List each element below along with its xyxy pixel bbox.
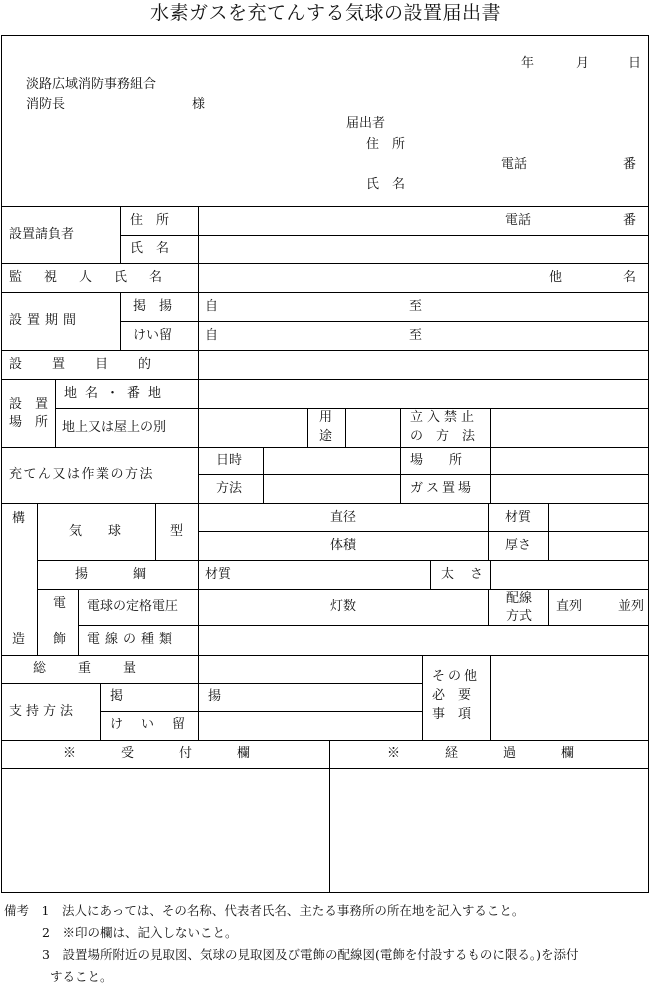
rule xyxy=(490,655,491,740)
series-label: 直列 xyxy=(556,599,583,614)
rule xyxy=(198,531,649,532)
balloon-material-label: 材質 xyxy=(505,510,532,525)
rule xyxy=(78,589,79,655)
place-name-label: 地名・番地 xyxy=(64,386,170,401)
form-title: 水素ガスを充てんする気球の設置届出書 xyxy=(149,2,501,24)
note-3: 3 設置場所附近の見取図、気球の見取図及び電飾の配線図(電飾を付設するものに限る。)を添付 xyxy=(42,946,579,962)
note-1: 備考 1 法人にあっては、その名称、代表者氏名、主たる事務所の所在地を記入すること。 xyxy=(4,903,525,918)
form-frame xyxy=(1,35,649,893)
rule xyxy=(198,206,199,449)
wiring-label-line1: 配線 xyxy=(506,591,533,606)
installer-address-label: 住 所 xyxy=(130,213,170,228)
installer-name-label: 氏 名 xyxy=(130,241,170,256)
method-label: 方法 xyxy=(216,481,243,496)
total-weight-label: 総重量 xyxy=(33,661,169,676)
support-raise-label: 掲 揚 xyxy=(110,689,258,704)
rule xyxy=(1,292,649,293)
rule xyxy=(422,655,423,740)
rule xyxy=(120,321,649,322)
rule xyxy=(100,711,422,712)
location-label-line1: 設 置 xyxy=(9,397,49,412)
rule xyxy=(488,625,649,626)
structure-label-top: 構 xyxy=(12,511,26,526)
installer-label: 設置請負者 xyxy=(9,227,75,242)
note-3-continuation: すること。 xyxy=(50,968,113,984)
use-label-line1: 用 xyxy=(319,410,333,425)
entry-ban-label-line1: 立入禁止 xyxy=(410,410,479,425)
rule xyxy=(120,292,121,350)
rule xyxy=(490,408,491,447)
diameter-label: 直径 xyxy=(330,510,357,525)
period-raise-to: 至 xyxy=(409,299,423,314)
monitor-others-suffix: 名 xyxy=(623,270,637,285)
reception-column-label: ※受付欄 xyxy=(63,746,296,761)
rule xyxy=(548,503,549,560)
applicant-name-label: 氏 名 xyxy=(366,177,406,192)
addressee-org: 淡路広域消防事務組合 xyxy=(26,77,157,92)
datetime-label: 日時 xyxy=(216,453,243,468)
rule xyxy=(1,350,649,351)
rule xyxy=(488,503,489,560)
support-method-label: 支持方法 xyxy=(9,704,78,719)
rule xyxy=(488,589,489,625)
entry-ban-label-line2: の 方 法 xyxy=(410,429,476,444)
addressee-title: 消防長 xyxy=(26,97,66,112)
wiring-label-line2: 方式 xyxy=(506,609,533,624)
monitor-others-label: 他 xyxy=(549,270,563,285)
rule xyxy=(400,447,401,503)
rule xyxy=(263,447,264,503)
lamp-count-label: 灯数 xyxy=(330,599,357,614)
filling-method-label: 充てん又は作業の方法 xyxy=(9,467,155,482)
rule xyxy=(1,503,649,504)
rule xyxy=(1,263,649,264)
rule xyxy=(37,503,38,655)
applicant-phone-suffix: 番 xyxy=(623,157,637,172)
balloon-type-label: 型 xyxy=(170,524,184,539)
rule xyxy=(100,683,101,740)
installer-phone-suffix: 番 xyxy=(623,213,637,228)
rule xyxy=(120,235,649,236)
parallel-label: 並列 xyxy=(618,599,645,614)
period-label: 設置期間 xyxy=(9,313,82,328)
other-label-line2: 必 要 xyxy=(432,688,472,703)
rule xyxy=(1,379,649,380)
notes-section xyxy=(4,900,649,986)
progress-column-label: ※経過欄 xyxy=(387,746,620,761)
place-label: 場 所 xyxy=(410,453,463,468)
rule xyxy=(155,503,156,560)
applicant-label: 届出者 xyxy=(346,116,386,131)
rule xyxy=(548,589,549,625)
rule xyxy=(55,408,649,409)
date-year-label: 年 xyxy=(521,56,535,71)
purpose-label: 設置目的 xyxy=(9,357,182,372)
rule xyxy=(490,447,491,503)
lamp-label-top: 電 xyxy=(53,596,67,611)
rule xyxy=(78,625,488,626)
lamp-label-bottom: 飾 xyxy=(53,632,67,647)
rule xyxy=(37,589,649,590)
wire-type-label: 電線の種類 xyxy=(87,632,178,647)
date-month-label: 月 xyxy=(576,56,590,71)
rule xyxy=(1,683,422,684)
rule xyxy=(120,206,121,263)
monitor-label: 監視人氏名 xyxy=(9,270,185,285)
period-raise-from: 自 xyxy=(205,299,219,314)
rule xyxy=(345,408,346,447)
rule xyxy=(198,503,199,655)
rated-voltage-label: 電球の定格電圧 xyxy=(87,599,179,614)
ground-roof-label: 地上又は屋上の別 xyxy=(62,420,167,435)
rope-material-label: 材質 xyxy=(205,567,232,582)
support-moor-label: けい留 xyxy=(110,717,204,732)
volume-label: 体積 xyxy=(330,538,357,553)
header-bottom-rule xyxy=(1,206,649,207)
period-raise-label: 掲 揚 xyxy=(133,299,173,314)
rule xyxy=(55,379,56,447)
use-label-line2: 途 xyxy=(319,429,333,444)
rule xyxy=(37,560,649,561)
structure-label-bottom: 造 xyxy=(12,632,26,647)
balloon-label: 気球 xyxy=(69,524,148,539)
rule xyxy=(198,474,649,475)
gas-place-label: ガス置場 xyxy=(410,481,475,496)
period-moor-label: けい留 xyxy=(133,328,173,343)
rule xyxy=(198,447,199,503)
installer-phone-label: 電話 xyxy=(505,213,532,228)
rope-thickness-label: 太さ xyxy=(441,567,500,582)
date-day-label: 日 xyxy=(628,56,642,71)
thickness-label: 厚さ xyxy=(505,538,532,553)
other-label-line1: その他 xyxy=(432,669,481,684)
other-label-line3: 事 項 xyxy=(432,707,472,722)
rule xyxy=(1,740,649,741)
applicant-phone-label: 電話 xyxy=(501,157,528,172)
rule xyxy=(430,560,431,589)
period-moor-from: 自 xyxy=(205,328,219,343)
rule xyxy=(1,447,649,448)
applicant-address-label: 住 所 xyxy=(366,137,406,152)
location-label-line2: 場 所 xyxy=(9,415,49,430)
rule xyxy=(307,408,308,447)
reception-area xyxy=(2,769,328,892)
rope-label: 揚 綱 xyxy=(75,567,163,582)
honorific-label: 様 xyxy=(192,97,206,112)
rule xyxy=(1,655,649,656)
note-2: 2 ※印の欄は、記入しないこと。 xyxy=(42,924,238,940)
period-moor-to: 至 xyxy=(409,328,423,343)
progress-area xyxy=(330,769,648,892)
rule xyxy=(400,408,401,447)
